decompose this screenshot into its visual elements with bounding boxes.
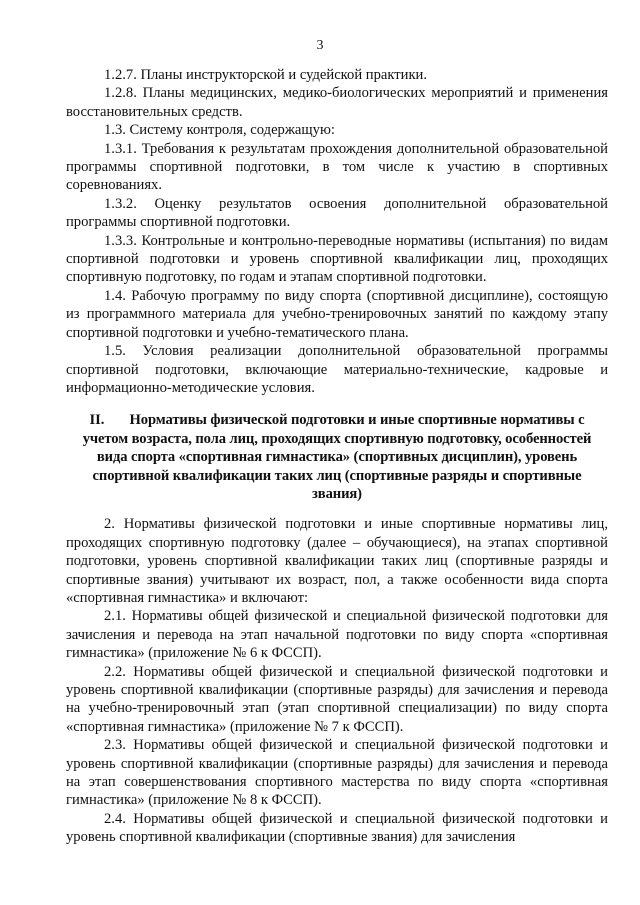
paragraph-1-3-1: 1.3.1. Требования к результатам прохождения дополнительной образовательной программы спортивной подготовки, в том числе к участию в спортивных соревнованиях. bbox=[66, 140, 608, 194]
paragraph-1-5: 1.5. Условия реализации дополнительной образовательной программы спортивной подготовки, включающие материально-технические, кадровые и информационно-методические условия. bbox=[66, 343, 608, 396]
section-heading bbox=[66, 411, 608, 503]
paragraph-1-4: 1.4. Рабочую программу по виду спорта (спортивной дисциплине), состоящую из программного материала для учебно-тренировочных занятий по каждому этапу спортивной подготовки и учебно-тематического плана. bbox=[66, 287, 608, 341]
paragraph-1-3-3: 1.3.3. Контрольные и контрольно-переводные нормативы (испытания) по видам спортивной подготовки и уровень спортивной квалификации лиц, проходящих спортивную подготовку, по годам и этапам спортивной подготовки. bbox=[66, 232, 608, 286]
section-title: Нормативы физической подготовки и иные спортивные нормативы с учетом возраста, пола лиц, проходящих спортивную подготовку, особенностей вида спорта «спортивная гимнастика» (спортивных дисциплин), уровень спортивной квалификации таких лиц (спортивные разряды и спортивные звания) bbox=[82, 412, 592, 502]
paragraph-2: 2. Нормативы физической подготовки и иные спортивные нормативы лиц, проходящих спортивную подготовку (далее – обучающиеся), на этапах спортивной подготовки, уровень спортивной квалификации таких лиц (спортивные разряды и спортивные звания) учитывают их возраст, пол, а также особенности вида спорта «спортивная гимнастика» и включают: bbox=[66, 516, 608, 606]
paragraph-1-3-2: 1.3.2. Оценку результатов освоения дополнительной образовательной программы спортивной подготовки. bbox=[66, 195, 608, 231]
page-number: 3 bbox=[316, 38, 324, 53]
paragraph-2-4: 2.4. Нормативы общей физической и специальной физической подготовки и уровень спортивной квалификации (спортивные звания) для зачисления bbox=[66, 810, 608, 846]
paragraph-1-2-8: 1.2.8. Планы медицинских, медико-биологических мероприятий и применения восстановительных средств. bbox=[66, 85, 608, 120]
paragraph-2-2: 2.2. Нормативы общей физической и специальной физической подготовки и уровень спортивной квалификации (спортивные разряды) для зачисления и перевода на учебно-тренировочный этап (этап спортивной специализации) по виду спорта «спортивная гимнастика» (приложение № 7 к ФССП). bbox=[66, 663, 608, 735]
paragraph-2-1: 2.1. Нормативы общей физической и специальной физической подготовки для зачисления и перевода на этап начальной подготовки по виду спорта «спортивная гимнастика» (приложение № 6 к ФССП). bbox=[66, 608, 608, 662]
document-body bbox=[66, 66, 608, 847]
paragraph-1-2-7: 1.2.7. Планы инструкторской и судейской практики. bbox=[104, 67, 427, 83]
section-number: II. bbox=[89, 412, 105, 429]
paragraph-1-3: 1.3. Систему контроля, содержащую: bbox=[104, 122, 335, 139]
paragraph-2-3: 2.3. Нормативы общей физической и специальной физической подготовки и уровень спортивной квалификации (спортивные разряды) для зачисления и перевода на этап совершенствования спортивного мастерства по виду спорта «спортивная гимнастика» (приложение № 8 к ФССП). bbox=[66, 737, 608, 809]
